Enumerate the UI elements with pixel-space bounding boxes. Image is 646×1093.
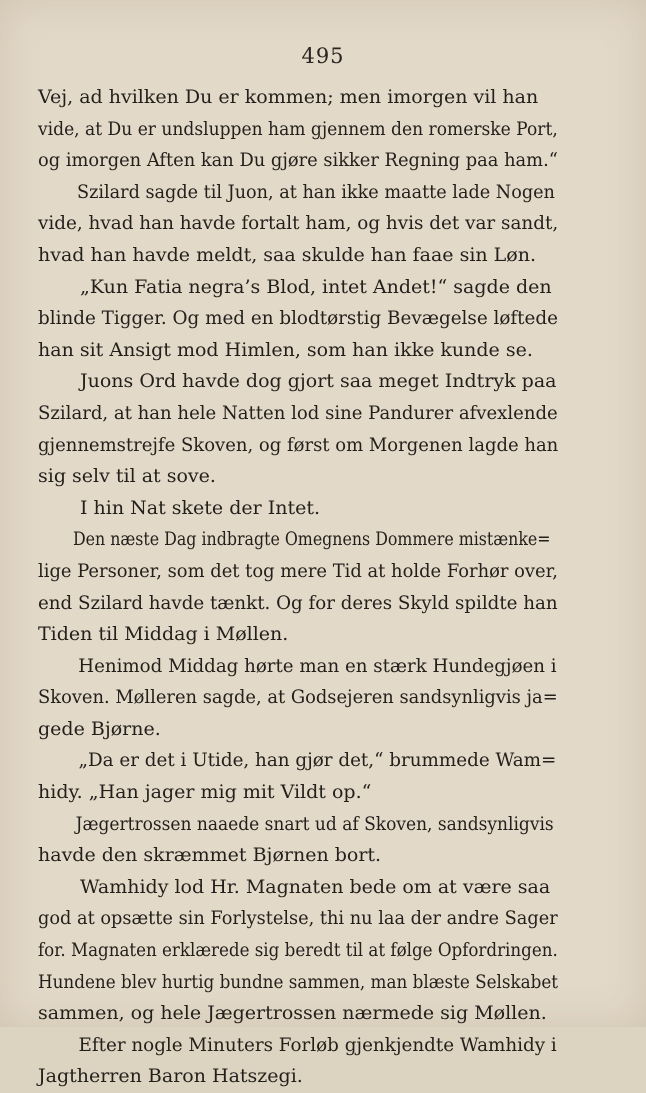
text-line: Hundene blev hurtig bundne sammen, man blæste Selskabet	[38, 970, 559, 993]
text-line: han sit Ansigt mod Himlen, som han ikke kunde se.	[38, 338, 533, 361]
text-line: lige Personer, som det tog mere Tid at holde Forhør over,	[38, 559, 558, 582]
text-line: sammen, og hele Jægertrossen nærmede sig Møllen.	[38, 1002, 547, 1025]
text-line: og imorgen Aften kan Du gjøre sikker Regning paa ham.“	[38, 149, 558, 172]
body-text	[38, 82, 558, 1093]
text-line: gjennemstrejfe Skoven, og først om Morgenen lagde han	[38, 433, 559, 456]
text-line: Szilard sagde til Juon, at han ikke maatte lade Nogen	[76, 180, 555, 203]
text-line: vide, at Du er undsluppen ham gjennem den romerske Port,	[38, 117, 558, 140]
page-number: 495	[301, 44, 345, 68]
text-line: I hin Nat skete der Intet.	[80, 496, 321, 519]
text-line: vide, hvad han havde fortalt ham, og hvis det var sandt,	[38, 212, 559, 235]
text-line: Den næste Dag indbragte Omegnens Dommere mistænke=	[72, 528, 551, 551]
text-line: gede Bjørne.	[38, 717, 161, 740]
text-line: god at opsætte sin Forlystelse, thi nu laa der andre Sager	[38, 907, 558, 930]
text-line: Szilard, at han hele Natten lod sine Pandurer afvexlende	[38, 401, 558, 424]
text-line: blinde Tigger. Og med en blodtørstig Bevægelse løftede	[38, 307, 558, 330]
text-line: havde den skræmmet Bjørnen bort.	[38, 844, 382, 867]
text-line: sig selv til at sove.	[38, 465, 216, 488]
text-line: hvad han havde meldt, saa skulde han faae sin Løn.	[38, 243, 537, 266]
text-line: Skoven. Mølleren sagde, at Godsejeren sandsynligvis ja=	[38, 686, 558, 709]
text-line: Henimod Middag hørte man en stærk Hundegjøen i	[78, 654, 557, 677]
text-line: „Da er det i Utide, han gjør det,“ brummede Wam=	[78, 749, 557, 772]
text-line: „Kun Fatia negra’s Blod, intet Andet!“ sagde den	[80, 275, 552, 298]
text-line: Juons Ord havde dog gjort saa meget Indtryk paa	[80, 370, 557, 393]
text-line: Jagtherren Baron Hatszegi.	[38, 1065, 303, 1088]
text-line: Wamhidy lod Hr. Magnaten bede om at være saa	[80, 875, 551, 898]
text-line: Vej, ad hvilken Du er kommen; men imorgen vil han	[38, 86, 539, 108]
text-line: end Szilard havde tænkt. Og for deres Skyld spildte han	[38, 591, 558, 614]
text-line: for. Magnaten erklærede sig beredt til at følge Opfordringen.	[38, 939, 558, 962]
text-line: Efter nogle Minuters Forløb gjenkjendte Wamhidy i	[78, 1033, 557, 1056]
text-line: Jægertrossen naaede snart ud af Skoven, sandsynligvis	[75, 812, 554, 835]
text-line: Tiden til Middag i Møllen.	[38, 623, 289, 646]
text-line: hidy. „Han jager mig mit Vildt op.“	[38, 781, 372, 804]
